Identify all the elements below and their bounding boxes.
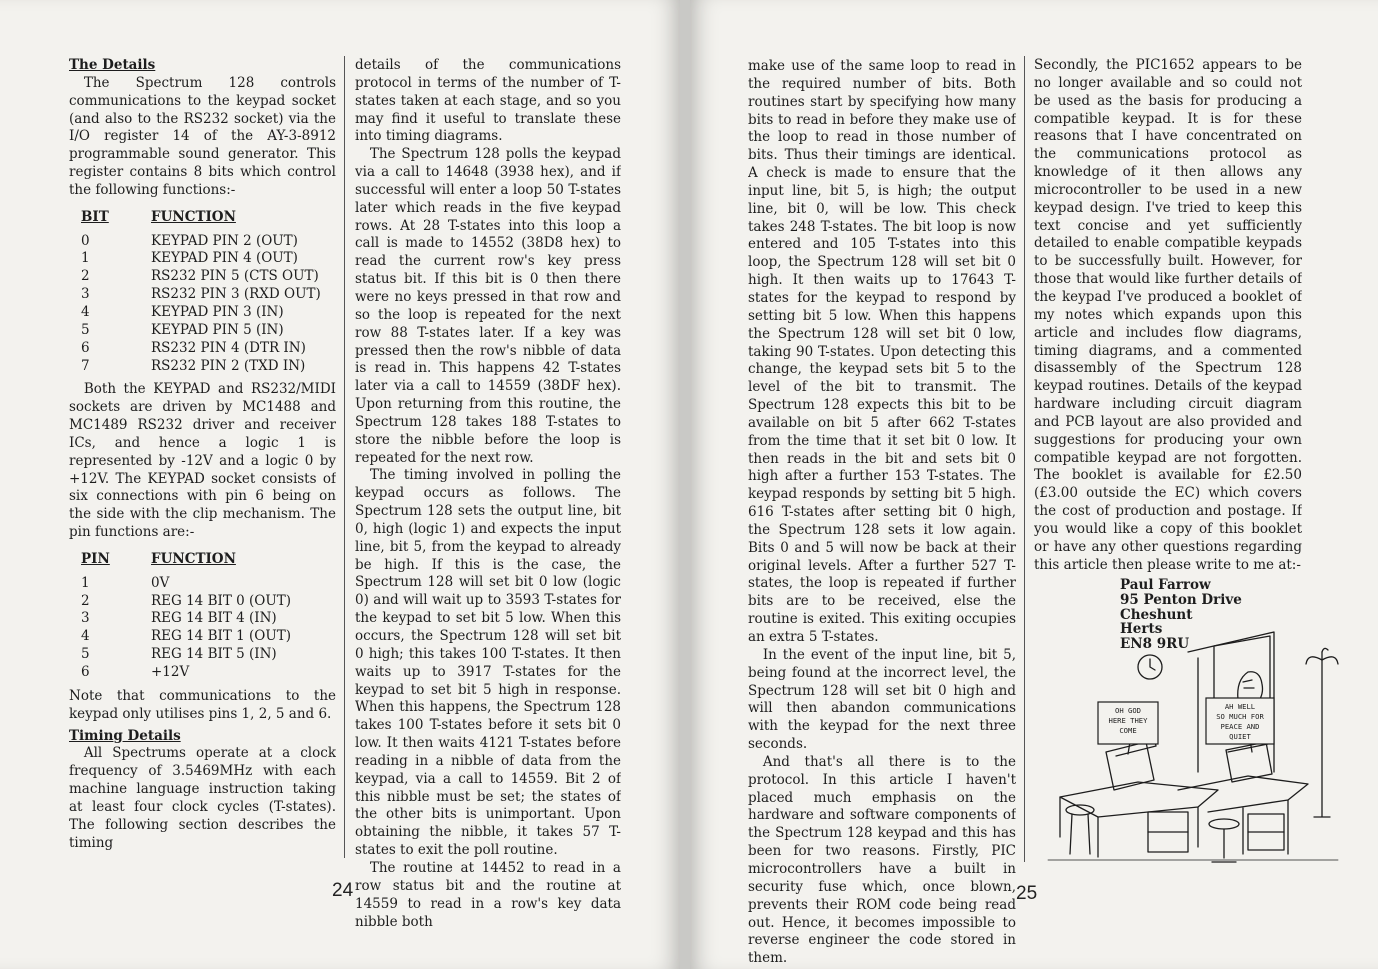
bubble-text: COME (1119, 726, 1137, 735)
column-divider (344, 56, 345, 858)
bit-cell: 3 (81, 286, 90, 303)
table-row (81, 268, 321, 286)
page-number: 24 (332, 880, 354, 901)
paragraph: The Spectrum 128 polls the keypad via a call to 14648 (3938 hex), and if successful will enter a loop 50 T-states later which reads in the five keypad rows. At 28 T-states into this loop a call is made to 14552 (38D8 hex) to read the current row's key press status bit. If this bit is 0 then there were no keys pressed in that row and so the loop is repeated for the next row 88 T-states later. If a key was pressed then the row's nibble of data is read in. This happens 42 T-states later via a call to 14559 (38DF hex). Upon returning from this routine, the Spectrum 128 takes 188 T-states to store the nibble before the loop is repeated for the next row. (355, 146, 621, 466)
page-number: 25 (1016, 883, 1038, 904)
section-heading-timing-details: Timing Details (69, 727, 181, 744)
bit-cell: 6 (81, 339, 90, 356)
pin-cell: 5 (81, 646, 90, 663)
section-heading-the-details: The Details (69, 57, 156, 73)
cartoon-illustration (1038, 622, 1348, 872)
table-row (81, 233, 321, 251)
address-line: 95 Penton Drive (1120, 592, 1242, 609)
bubble-text: SO MUCH FOR (1216, 712, 1264, 721)
function-cell: KEYPAD PIN 4 (OUT) (151, 250, 298, 267)
bubble-text: HERE THEY (1108, 716, 1148, 725)
table-row (81, 646, 291, 664)
table-row (81, 250, 321, 268)
bit-cell: 0 (81, 232, 90, 249)
table-row (81, 304, 321, 322)
paragraph: Both the KEYPAD and RS232/MIDI sockets are driven by MC1488 and MC1489 RS232 driver and receiver ICs, and hence a logic 1 is represented by -12V and a logic 0 by +12V. The KEYPAD socket consists of six connections with pin 6 being on the side with the clip mechanism. The pin functions are:- (69, 381, 336, 541)
page-25-column-2 (1034, 57, 1302, 651)
table-row (81, 628, 291, 646)
paragraph: Secondly, the PIC1652 appears to be no longer available and so could not be used as the basis for producing a compatible keypad. It is for these reasons that I have concentrated on the communications protocol as knowledge of it then allows any microcontroller to be used in a new keypad design. I've tried to keep this text concise and yet sufficiently detailed to enable compatible keypads to be successfully built. However, for those that would like further details of the keypad I've produced a booklet of my notes which expands upon this article and includes flow diagrams, timing diagrams, and a commented disassembly of the Spectrum 128 keypad routines. Details of the keypad hardware including circuit diagram and PCB layout are also provided and suggestions for producing your own compatible keypad are not forgotten. The booklet is available for £2.50 (£3.00 outside the EC) which covers the cost of production and postage. If you would like a copy of this booklet or have any other questions regarding this article then please write to me at:- (1034, 57, 1302, 573)
paragraph: And that's all there is to the protocol. In this article I haven't placed much emphasis on the hardware and software components of the Spectrum 128 keypad and this has been for two reasons. Firstly, PIC microcontrollers have a built in security fuse which, once blown, prevents their ROM code being read out. Hence, it becomes impossible to reverse engineer the code stored in them. (748, 753, 1016, 967)
table-row (81, 593, 291, 611)
paragraph: Note that communications to the keypad only utilises pins 1, 2, 5 and 6. (69, 687, 336, 722)
paragraph: The Spectrum 128 controls communications to the keypad socket (and also to the RS232 socket) via the I/O register 14 of the AY-3-8912 programmable sound generator. This register contains 8 bits which control the following functions:- (69, 74, 336, 198)
page-24-column-1 (69, 57, 336, 852)
address-line: Cheshunt (1120, 606, 1193, 623)
bit-cell: 7 (81, 357, 90, 374)
paragraph: The routine at 14452 to read in a row status bit and the routine at 14559 to read in a row's key data nibble both (355, 859, 621, 930)
table-row (81, 664, 291, 682)
paragraph: The timing involved in polling the keypad occurs as follows. The Spectrum 128 sets the output line, bit 0, high (logic 1) and expects the input line, bit 5, from the keypad to already be high. If this is the case, the Spectrum 128 will set bit 0 low (logic 0) and will wait up to 3593 T-states for the keypad to set bit 5 low. When this occurs, the Spectrum 128 will set bit 0 high; this takes 100 T-states. It then waits up to 3917 T-states for the keypad to set bit 5 high in response. When this happens, the Spectrum 128 takes 100 T-states before it sets bit 0 low. It then waits 4121 T-states before reading in a nibble of data from the keypad, via a call to 14559. Bit 2 of this nibble must be set; the states of the other bits is unimportant. Upon obtaining the nibble, it takes 57 T-states to exit the poll routine. (355, 467, 621, 859)
paragraph: details of the communications protocol in terms of the number of T-states taken at each stage, and so you may find it useful to translate these into timing diagrams. (355, 57, 621, 145)
function-cell: RS232 PIN 2 (TXD IN) (151, 357, 306, 374)
table-row (81, 286, 321, 304)
page-24 (0, 0, 680, 969)
paragraph: All Spectrums operate at a clock frequency of 3.5469MHz with each machine language instruction taking at least four clock cycles (T-states). The following section describes the timing (69, 745, 336, 851)
page-24-column-2 (355, 57, 621, 931)
function-cell: 0V (151, 574, 170, 591)
function-cell: RS232 PIN 4 (DTR IN) (151, 339, 306, 356)
paragraph: make use of the same loop to read in the required number of bits. Both routines start by specifying how many bits to read in before they make use of the loop to read in those number of bits. Thus their timings are identical. A check is made to ensure that the input line, bit 5, is high; the output line, bit 0, will be low. This check takes 248 T-states. The bit loop is now entered and 105 T-states into this loop, the Spectrum 128 will set bit 0 high. It then waits up to 17643 T-states for the keypad to respond by setting bit 5 low. When this happens the Spectrum 128 will set bit 0 low, taking 90 T-states. Upon detecting this change, the keypad sets bit 5 to the level of the bit to transmit. The Spectrum 128 expects this bit to be available on bit 5 after 662 T-states from the time that it set bit 0 low. It then reads in the bit and sets bit 0 high after a further 153 T-states. The keypad responds by setting bit 5 high. 616 T-states after setting bit 0 high, the Spectrum 128 sets it low again. Bits 0 and 5 will now be back at their original levels. After a further 527 T-states, the loop is repeated if further bits are to be received, else the routine is exited. This exiting occupies an extra 5 T-states. (748, 58, 1016, 645)
function-cell: REG 14 BIT 0 (OUT) (151, 592, 291, 609)
table-row (81, 610, 291, 628)
pin-cell: 4 (81, 628, 90, 645)
bit-cell: 2 (81, 268, 90, 285)
page-25-column-1 (748, 58, 1016, 968)
paragraph: In the event of the input line, bit 5, being found at the incorrect level, the Spectrum 128 will set bit 0 high and will then abandon communications with the keypad for the next three seconds. (748, 646, 1016, 753)
bubble-text: QUIET (1229, 732, 1251, 741)
address-line: Paul Farrow (1120, 577, 1211, 594)
pin-function-table (81, 551, 291, 682)
function-cell: RS232 PIN 3 (RXD OUT) (151, 286, 321, 303)
bit-cell: 5 (81, 321, 90, 338)
address-line: Herts (1120, 621, 1163, 638)
bubble-text: PEACE AND (1220, 722, 1260, 731)
pin-cell: 1 (81, 574, 90, 591)
function-cell: KEYPAD PIN 5 (IN) (151, 321, 284, 338)
pin-cell: 6 (81, 664, 90, 680)
bubble-text: AH WELL (1224, 702, 1256, 711)
function-cell: KEYPAD PIN 2 (OUT) (151, 232, 298, 249)
bubble-text: OH GOD (1115, 706, 1141, 715)
table-header-bit: BIT (81, 208, 109, 225)
function-cell: REG 14 BIT 1 (OUT) (151, 628, 291, 645)
pin-cell: 3 (81, 610, 90, 627)
bit-function-table (81, 209, 321, 376)
bit-cell: 4 (81, 303, 90, 320)
column-divider (1024, 56, 1025, 862)
table-header-function: FUNCTION (151, 550, 236, 567)
table-row (81, 575, 291, 593)
table-row (81, 322, 321, 340)
function-cell: REG 14 BIT 5 (IN) (151, 646, 277, 663)
table-header-pin: PIN (81, 550, 110, 567)
bit-cell: 1 (81, 250, 90, 267)
function-cell: KEYPAD PIN 3 (IN) (151, 303, 284, 320)
table-header-function: FUNCTION (151, 208, 236, 225)
table-row (81, 358, 321, 376)
address-line: EN8 9RU (1120, 635, 1190, 652)
function-cell: REG 14 BIT 4 (IN) (151, 610, 277, 627)
function-cell: RS232 PIN 5 (CTS OUT) (151, 268, 319, 285)
function-cell: +12V (151, 664, 190, 680)
pin-cell: 2 (81, 592, 90, 609)
table-row (81, 340, 321, 358)
page-25 (690, 0, 1378, 969)
